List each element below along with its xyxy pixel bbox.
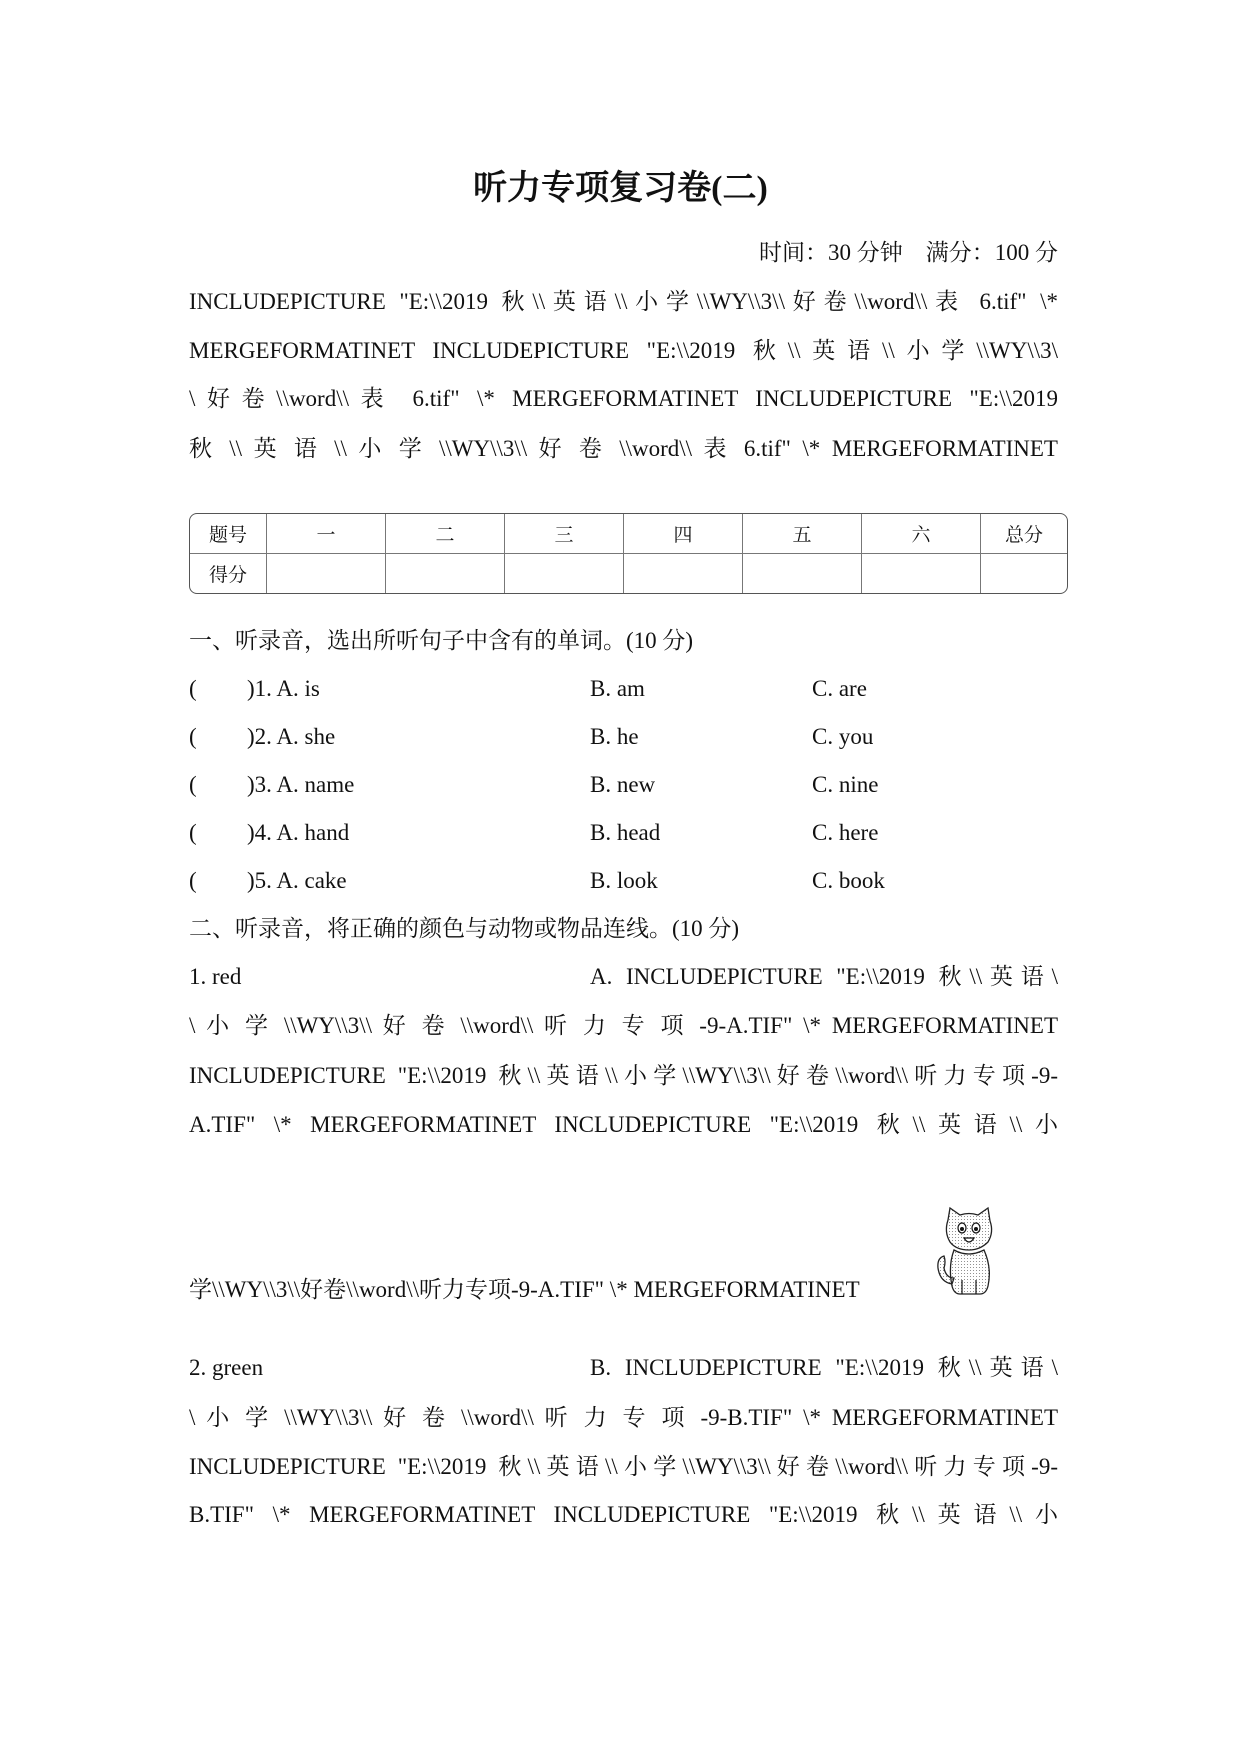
- question-option-c: C. here: [812, 820, 879, 845]
- question-option-c: C. you: [812, 724, 874, 749]
- section2-heading: 二、听录音，将正确的颜色与动物或物品连线。(10 分): [189, 916, 740, 941]
- answer-paren: (: [189, 676, 197, 701]
- page-title: 听力专项复习卷(二): [473, 170, 768, 207]
- match-item-1-label: 1. red: [189, 964, 242, 989]
- question-option-c: C. are: [812, 676, 867, 701]
- match-item-2-field-code: B. INCLUDEPICTURE "E:\\2019 秋\\英语\: [590, 1355, 1058, 1380]
- score-cell: [267, 554, 386, 593]
- header-cell: 二: [386, 514, 505, 554]
- section1-heading: 一、听录音，选出所听句子中含有的单词。(10 分): [189, 628, 694, 653]
- question-option-b: B. new: [590, 772, 656, 797]
- score-table-header-row: [190, 514, 1067, 554]
- field-code-line: \ 小 学 \\WY\\3\\ 好 卷 \\word\\ 听 力 专 项 -9-B.TIF" \* MERGEFORMATINET: [189, 1405, 1058, 1430]
- field-code-line: INCLUDEPICTURE "E:\\2019 秋\\英语\\小学\\WY\\3\\好卷\\word\\表 6.tif" \*: [189, 289, 1058, 314]
- field-code-line: B.TIF" \* MERGEFORMATINET INCLUDEPICTURE "E:\\2019 秋\\英语\\小: [189, 1502, 1058, 1527]
- field-code-line: INCLUDEPICTURE "E:\\2019 秋\\英语\\小学\\WY\\3\\好卷\\word\\听力专项-9-: [189, 1063, 1058, 1088]
- field-code-line: \ 小 学 \\WY\\3\\ 好 卷 \\word\\ 听 力 专 项 -9-A.TIF" \* MERGEFORMATINET: [189, 1013, 1058, 1038]
- header-cell: 三: [505, 514, 624, 554]
- row-label: 得分: [190, 554, 267, 593]
- field-code-line: \好卷\\word\\表 6.tif" \* MERGEFORMATINET INCLUDEPICTURE "E:\\2019: [189, 386, 1058, 411]
- score-cell: [624, 554, 743, 593]
- answer-paren: (: [189, 868, 197, 893]
- score-cell: [862, 554, 981, 593]
- answer-paren: (: [189, 772, 197, 797]
- question-option-a: )4. A. hand: [247, 820, 350, 845]
- score-table-score-row: [190, 554, 1067, 593]
- field-code-line: 秋 \\ 英 语 \\ 小 学 \\WY\\3\\ 好 卷 \\word\\ 表 6.tif" \* MERGEFORMATINET: [189, 436, 1058, 461]
- question-option-a: )2. A. she: [247, 724, 336, 749]
- question-option-a: )5. A. cake: [247, 868, 347, 893]
- field-code-line: INCLUDEPICTURE "E:\\2019 秋\\英语\\小学\\WY\\3\\好卷\\word\\听力专项-9-: [189, 1454, 1058, 1479]
- exam-meta: 时间：30 分钟 满分：100 分: [759, 240, 1058, 265]
- score-cell: [981, 554, 1067, 593]
- question-option-b: B. look: [590, 868, 658, 893]
- score-cell: [505, 554, 624, 593]
- score-cell: [386, 554, 505, 593]
- question-option-b: B. am: [590, 676, 645, 701]
- field-code-line: MERGEFORMATINET INCLUDEPICTURE "E:\\2019 秋\\英语\\小学\\WY\\3\: [189, 338, 1058, 363]
- question-option-b: B. he: [590, 724, 639, 749]
- answer-paren: (: [189, 820, 197, 845]
- field-code-line: A.TIF" \* MERGEFORMATINET INCLUDEPICTURE "E:\\2019 秋\\英语\\小: [189, 1112, 1058, 1137]
- match-item-2-label: 2. green: [189, 1355, 264, 1380]
- question-option-a: )3. A. name: [247, 772, 355, 797]
- question-option-c: C. book: [812, 868, 885, 893]
- header-cell: 题号: [190, 514, 267, 554]
- header-cell: 五: [743, 514, 862, 554]
- score-cell: [743, 554, 862, 593]
- field-code-line: 学\\WY\\3\\好卷\\word\\听力专项-9-A.TIF" \* MERGEFORMATINET: [189, 1277, 860, 1302]
- header-cell: 四: [624, 514, 743, 554]
- header-cell: 六: [862, 514, 981, 554]
- question-option-b: B. head: [590, 820, 661, 845]
- header-cell: 一: [267, 514, 386, 554]
- header-cell: 总分: [981, 514, 1067, 554]
- match-item-1-field-code: A. INCLUDEPICTURE "E:\\2019 秋\\英语\: [590, 964, 1058, 989]
- score-table: [189, 513, 1068, 594]
- question-option-c: C. nine: [812, 772, 879, 797]
- answer-paren: (: [189, 724, 197, 749]
- question-option-a: )1. A. is: [247, 676, 320, 701]
- cat-picture: [936, 1206, 1002, 1300]
